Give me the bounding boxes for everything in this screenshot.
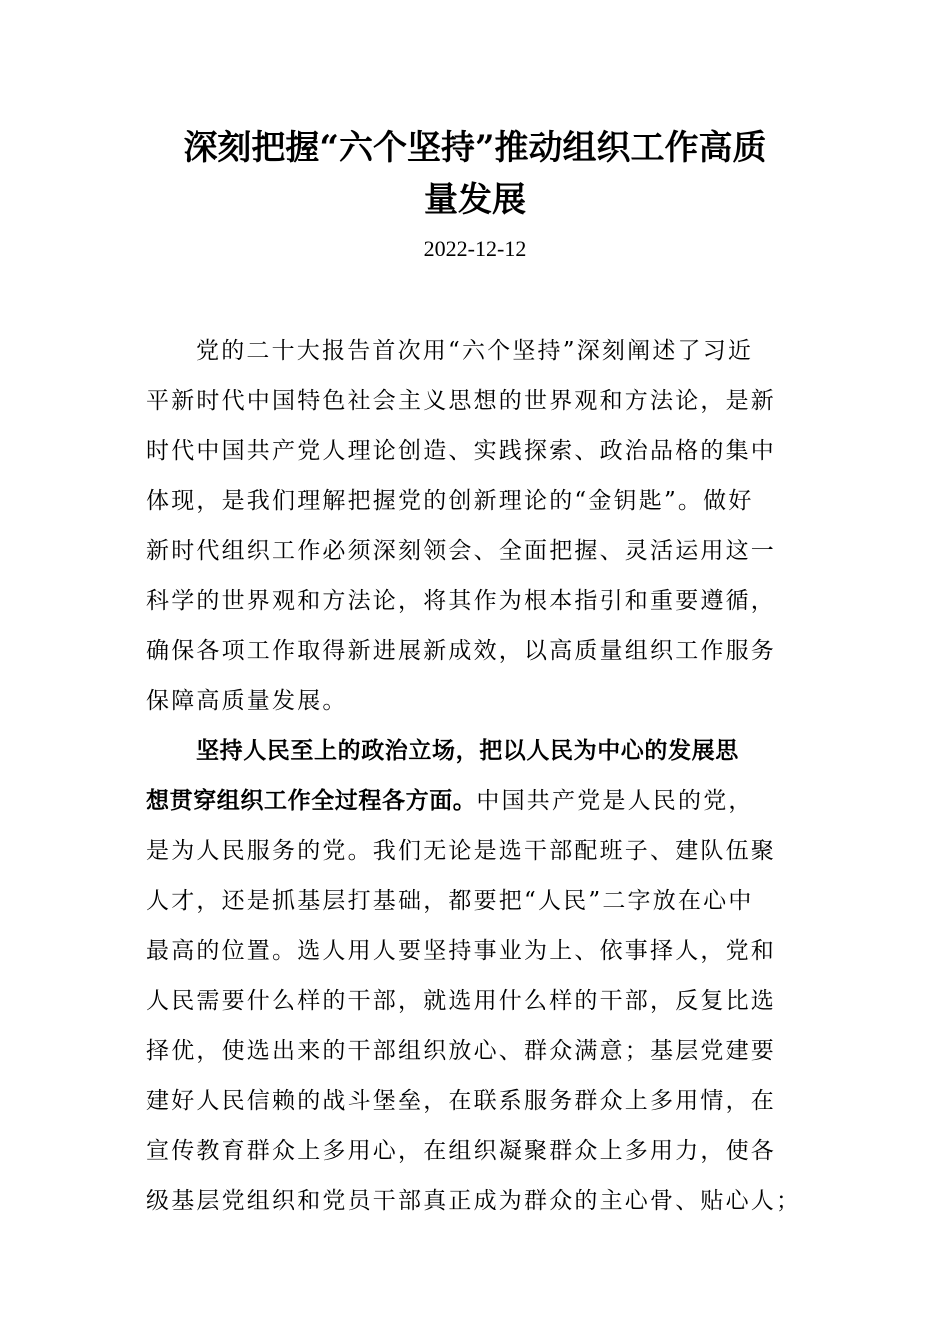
paragraph-1-line-8: 保障高质量发展。 xyxy=(146,688,348,714)
paragraph-2-line-2-rest: 中国共产党是人民的党， xyxy=(476,788,754,814)
paragraph-1-line-6: 科学的世界观和方法论，将其作为根本指引和重要遵循， xyxy=(146,588,776,614)
paragraph-1-line-2: 平新时代中国特色社会主义思想的世界观和方法论，是新 xyxy=(146,388,776,414)
paragraph-2-line-9: 宣传教育群众上多用心，在组织凝聚群众上多用力，使各 xyxy=(146,1138,776,1164)
paragraph-2-line-8: 建好人民信赖的战斗堡垒，在联系服务群众上多用情，在 xyxy=(146,1088,776,1114)
paragraph-1-line-1: 党的二十大报告首次用“六个坚持”深刻阐述了习近 xyxy=(196,338,754,364)
paragraph-1-line-4: 体现，是我们理解把握党的创新理论的“金钥匙”。做好 xyxy=(146,488,754,514)
paragraph-2-line-4: 人才，还是抓基层打基础，都要把“人民”二字放在心中 xyxy=(146,888,754,914)
paragraph-2-line-7: 择优，使选出来的干部组织放心、群众满意；基层党建要 xyxy=(146,1038,776,1064)
paragraph-2-line-10: 级基层党组织和党员干部真正成为群众的主心骨、贴心人； xyxy=(146,1188,802,1214)
paragraph-2-line-3: 是为人民服务的党。我们无论是选干部配班子、建队伍聚 xyxy=(146,838,776,864)
paragraph-2-line-2 xyxy=(146,776,796,826)
paragraph-1-line-3: 时代中国共产党人理论创造、实践探索、政治品格的集中 xyxy=(146,438,776,464)
article-title-line-1: 深刻把握“六个坚持”推动组织工作高质 xyxy=(183,128,767,168)
paragraph-1-line-5: 新时代组织工作必须深刻领会、全面把握、灵活运用这一 xyxy=(146,538,776,564)
publish-date: 2022-12-12 xyxy=(423,236,527,261)
paragraph-1-line-7: 确保各项工作取得新进展新成效，以高质量组织工作服务 xyxy=(146,638,776,664)
paragraph-2-line-5: 最高的位置。选人用人要坚持事业为上、依事择人，党和 xyxy=(146,938,776,964)
paragraph-2-heading-line-1: 坚持人民至上的政治立场，把以人民为中心的发展思 xyxy=(196,738,739,764)
article-title-line-2: 量发展 xyxy=(424,180,526,220)
paragraph-2-line-6: 人民需要什么样的干部，就选用什么样的干部，反复比选 xyxy=(146,988,776,1014)
paragraph-2-heading-line-2: 想贯穿组织工作全过程各方面。 xyxy=(146,788,477,814)
